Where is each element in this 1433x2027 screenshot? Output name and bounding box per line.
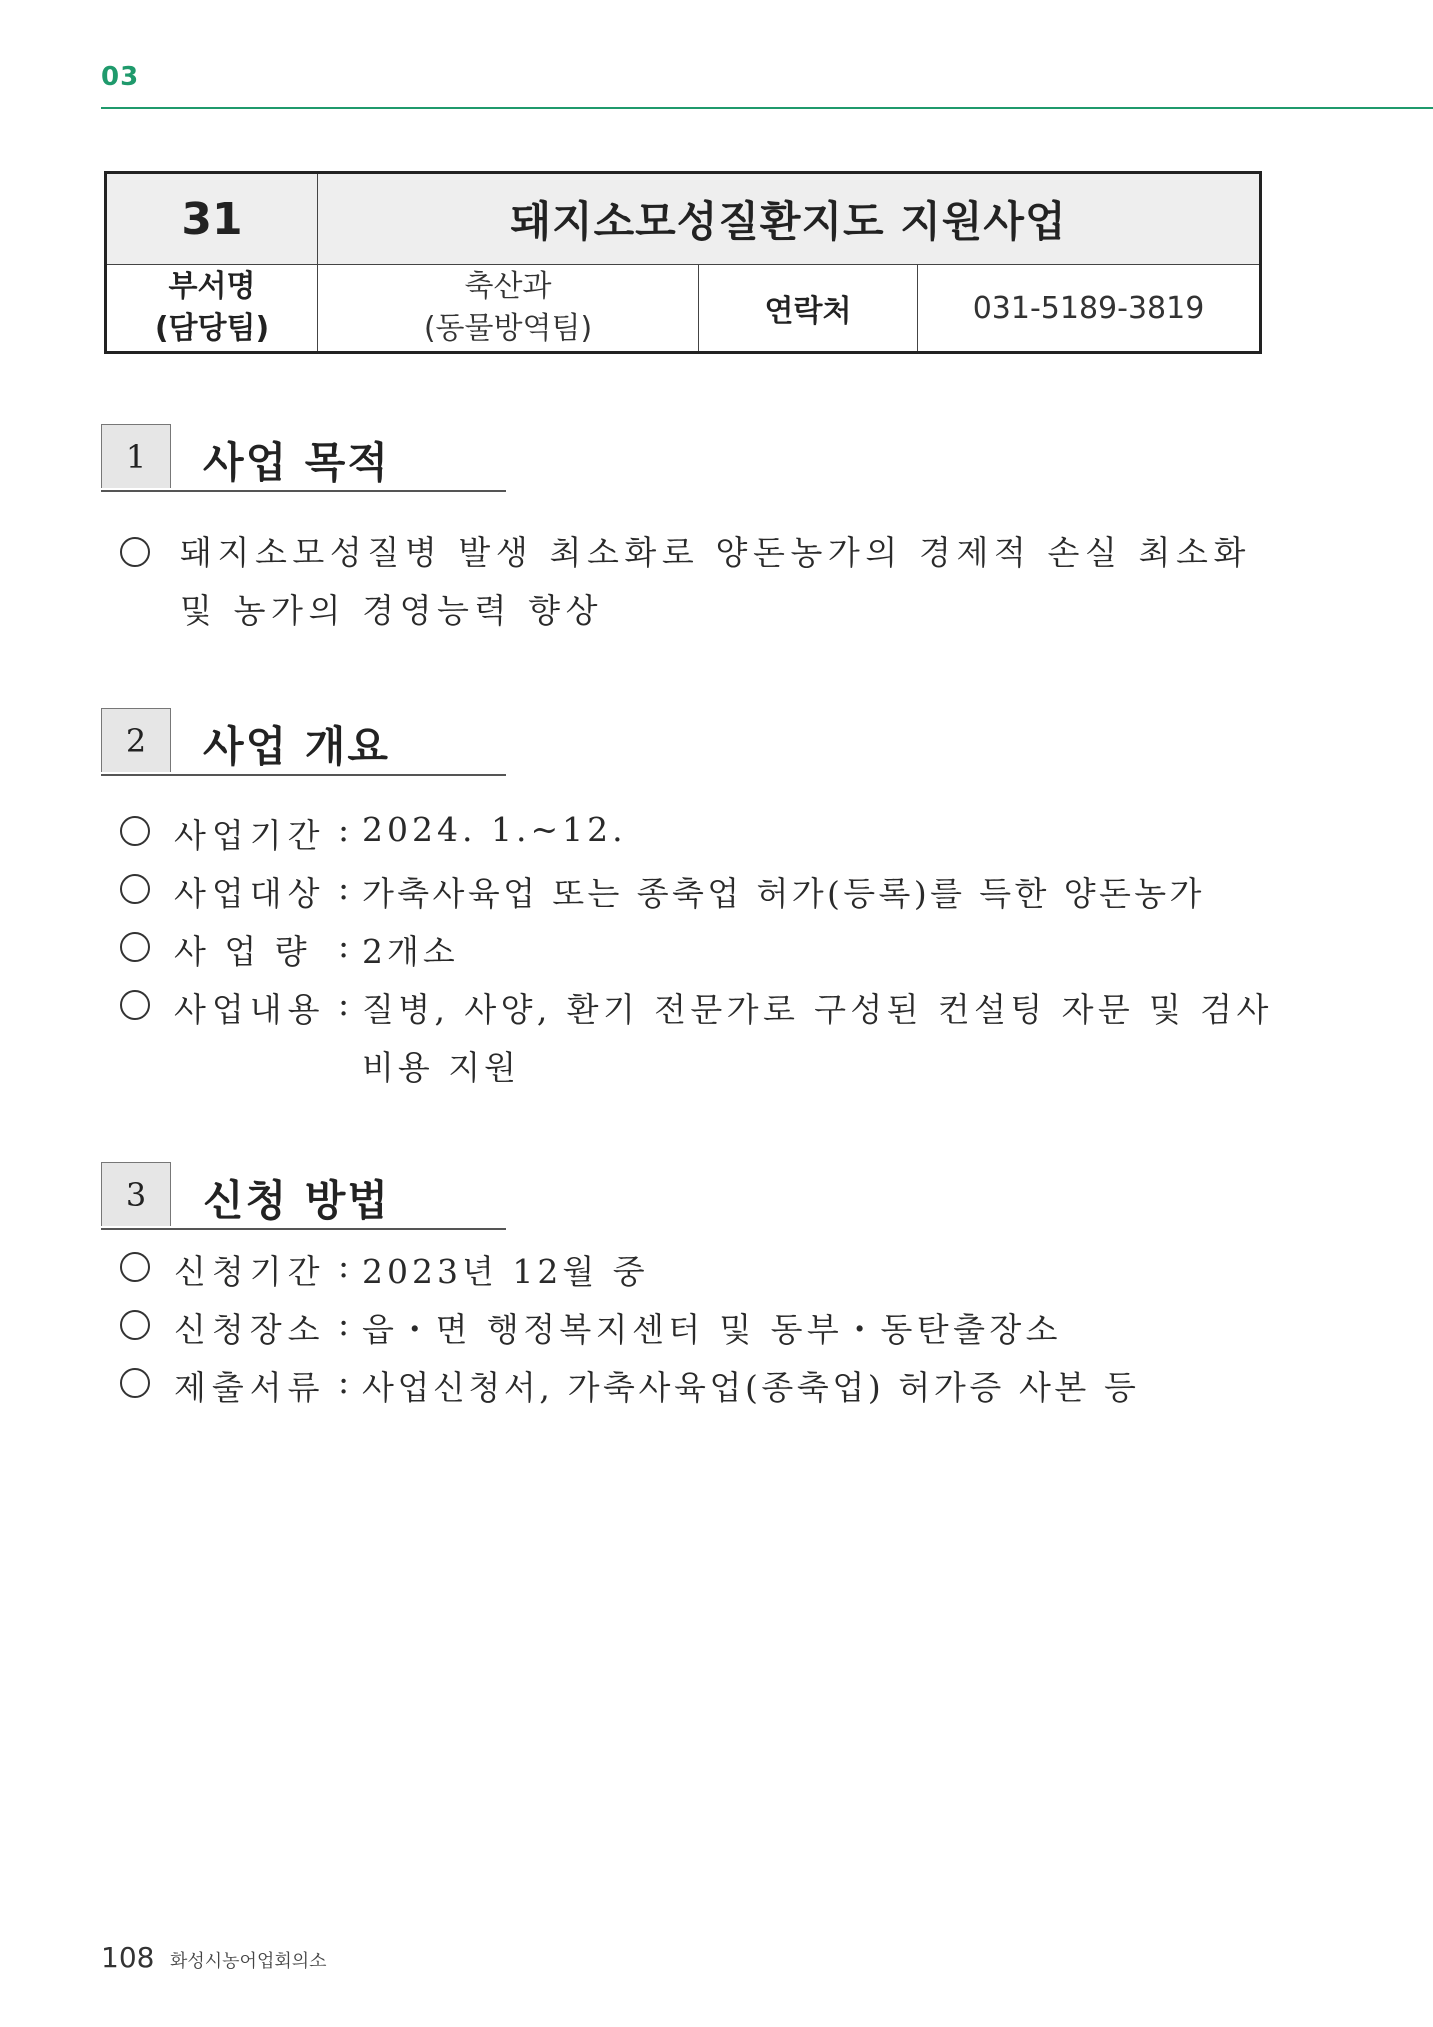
purpose-text-line-2: 및 농가의 경영능력 향상 (180, 591, 604, 630)
program-info-table (104, 171, 1262, 354)
item-label: 사업내용 (174, 990, 326, 1029)
item-label: 사업기간 (174, 816, 326, 855)
dept-label-line-2: (담당팀) (154, 311, 270, 346)
circle-bullet-icon (120, 1252, 150, 1282)
circle-bullet-icon (120, 990, 150, 1020)
item-colon: : (338, 1246, 350, 1285)
item-colon: : (338, 1362, 350, 1401)
dept-label (106, 265, 318, 353)
contact-phone: 031-5189-3819 (918, 265, 1261, 353)
item-value: 질병, 사양, 환기 전문가로 구성된 컨설팅 자문 및 검사 (362, 990, 1273, 1029)
dept-label-line-1: 부서명 (168, 269, 256, 304)
section-1-header (101, 424, 506, 492)
item-colon: : (338, 810, 350, 849)
chapter-divider (101, 107, 1433, 109)
list-item (0, 1246, 1433, 1290)
footer-organization: 화성시농어업회의소 (170, 1951, 327, 1972)
section-1-number: 1 (101, 424, 171, 488)
item-colon: : (338, 926, 350, 965)
dept-value-line-2: (동물방역팀) (423, 311, 593, 346)
section-3-header (101, 1162, 506, 1230)
dept-value-line-1: 축산과 (464, 269, 552, 304)
list-item (0, 1362, 1433, 1406)
circle-bullet-icon (120, 874, 150, 904)
item-label: 신청장소 (174, 1310, 326, 1349)
item-value: 2023년 12월 중 (362, 1252, 649, 1291)
item-label: 제출서류 (174, 1368, 326, 1407)
program-contact-row (106, 265, 1261, 353)
dept-value (318, 265, 699, 353)
list-item (0, 868, 1433, 912)
section-3-number: 3 (101, 1162, 171, 1226)
section-1-title: 사업 목적 (203, 438, 390, 487)
item-label: 사 업 량 (174, 932, 311, 971)
contact-label: 연락처 (699, 265, 918, 353)
item-colon: : (338, 868, 350, 907)
item-value: 2024. 1.~12. (362, 810, 627, 849)
item-label: 사업대상 (174, 874, 326, 913)
section-2-header (101, 708, 506, 776)
list-item (0, 1304, 1433, 1348)
section-2-title: 사업 개요 (203, 722, 390, 771)
circle-bullet-icon (120, 932, 150, 962)
program-title: 돼지소모성질환지도 지원사업 (318, 173, 1261, 265)
item-value: 읍・면 행정복지센터 및 동부・동탄출장소 (362, 1310, 1062, 1349)
circle-bullet-icon (120, 1310, 150, 1340)
circle-bullet-icon (120, 1368, 150, 1398)
list-item (0, 984, 1433, 1028)
item-value-continued: 비용 지원 (362, 1048, 521, 1087)
item-value: 가축사육업 또는 종축업 허가(등록)를 득한 양돈농가 (362, 874, 1205, 913)
section-2-number: 2 (101, 708, 171, 772)
circle-bullet-icon (120, 816, 150, 846)
program-title-row (106, 173, 1261, 265)
list-item (0, 810, 1433, 854)
program-number: 31 (106, 173, 318, 265)
list-item (0, 926, 1433, 970)
chapter-number: 03 (101, 62, 140, 92)
item-value: 2개소 (362, 932, 459, 971)
circle-bullet-icon (120, 537, 150, 567)
item-colon: : (338, 1304, 350, 1343)
item-colon: : (338, 984, 350, 1023)
item-value: 사업신청서, 가축사육업(종축업) 허가증 사본 등 (362, 1368, 1140, 1407)
section-3-title: 신청 방법 (203, 1176, 390, 1225)
item-label: 신청기간 (174, 1252, 326, 1291)
page-number: 108 (101, 1941, 155, 1974)
purpose-text-line-1: 돼지소모성질병 발생 최소화로 양돈농가의 경제적 손실 최소화 (180, 533, 1251, 572)
